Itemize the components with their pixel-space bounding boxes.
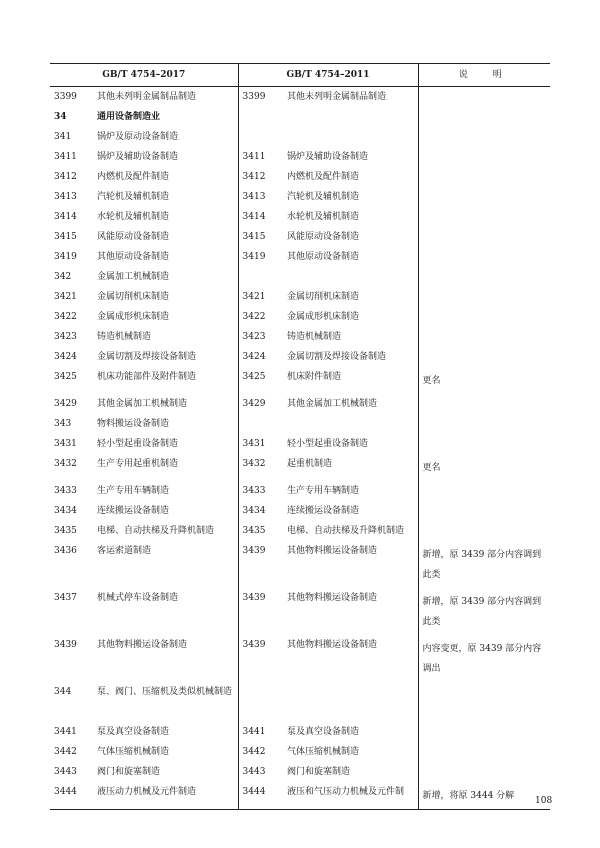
new-name-cell: 金属成形机床制造 bbox=[93, 307, 238, 327]
old-name-cell: 其他原动设备制造 bbox=[283, 247, 418, 267]
table-row bbox=[50, 207, 550, 227]
new-code-cell: 3419 bbox=[54, 252, 77, 262]
old-code-cell: 3441 bbox=[242, 727, 266, 737]
new-name-cell: 其他未列明金属制品制造 bbox=[93, 87, 238, 108]
new-code-cell: 3413 bbox=[54, 192, 77, 202]
header-new-standard: GB/T 4754–2017 bbox=[50, 64, 238, 87]
table-row bbox=[50, 287, 550, 307]
table-row bbox=[50, 167, 550, 187]
note-cell bbox=[418, 287, 550, 307]
table-row bbox=[50, 635, 550, 682]
note-cell: 新增，原 3439 部分内容调到此类 bbox=[422, 597, 542, 627]
new-name-cell: 轻小型起重设备制造 bbox=[93, 434, 238, 454]
old-code-cell: 3442 bbox=[242, 747, 266, 757]
note-cell bbox=[418, 722, 550, 742]
note-cell bbox=[418, 227, 550, 247]
old-code-cell: 3433 bbox=[242, 486, 266, 496]
table-row bbox=[50, 127, 550, 147]
old-code-cell: 3435 bbox=[242, 526, 266, 536]
new-code-cell: 3423 bbox=[54, 332, 77, 342]
old-name-cell: 汽轮机及辅机制造 bbox=[283, 187, 418, 207]
note-cell bbox=[418, 742, 550, 762]
new-name-cell: 连续搬运设备制造 bbox=[93, 501, 238, 521]
old-name-cell bbox=[283, 414, 418, 434]
old-code-cell: 3431 bbox=[242, 439, 266, 449]
note-cell bbox=[418, 434, 550, 454]
table-row bbox=[50, 394, 550, 414]
note-cell bbox=[418, 147, 550, 167]
old-code-cell: 3439 bbox=[242, 546, 266, 556]
old-code-cell: 3419 bbox=[242, 252, 266, 262]
table-row bbox=[50, 327, 550, 347]
new-code-cell: 3424 bbox=[54, 352, 77, 362]
note-cell bbox=[418, 107, 550, 127]
new-name-cell: 泵、阀门、压缩机及类似机械制造 bbox=[93, 682, 238, 722]
new-code-cell: 3429 bbox=[54, 399, 77, 409]
new-code-cell: 344 bbox=[54, 687, 72, 697]
new-name-cell: 金属切削机床制造 bbox=[93, 287, 238, 307]
old-code-cell: 3424 bbox=[242, 352, 266, 362]
note-cell bbox=[418, 267, 550, 287]
old-name-cell bbox=[283, 267, 418, 287]
new-code-cell: 3421 bbox=[54, 292, 77, 302]
table-row bbox=[50, 742, 550, 762]
old-code-cell: 3399 bbox=[242, 92, 266, 102]
table-row bbox=[50, 187, 550, 207]
old-name-cell bbox=[283, 127, 418, 147]
old-name-cell bbox=[283, 682, 418, 722]
note-cell bbox=[418, 187, 550, 207]
new-name-cell: 电梯、自动扶梯及升降机制造 bbox=[93, 521, 238, 541]
table-row bbox=[50, 87, 550, 108]
new-name-cell: 液压动力机械及元件制造 bbox=[93, 782, 238, 810]
new-code-cell: 34 bbox=[54, 112, 67, 122]
new-code-cell: 3415 bbox=[54, 232, 77, 242]
new-name-cell: 泵及真空设备制造 bbox=[93, 722, 238, 742]
new-code-cell: 3431 bbox=[54, 439, 77, 449]
old-code-cell bbox=[238, 267, 283, 287]
new-name-cell: 铸造机械制造 bbox=[93, 327, 238, 347]
new-code-cell: 3434 bbox=[54, 506, 77, 516]
old-code-cell: 3443 bbox=[242, 767, 266, 777]
old-name-cell: 金属成形机床制造 bbox=[283, 307, 418, 327]
old-code-cell: 3434 bbox=[242, 506, 266, 516]
old-name-cell: 生产专用车辆制造 bbox=[283, 481, 418, 501]
table-row bbox=[50, 782, 550, 810]
note-cell bbox=[418, 394, 550, 414]
table-row bbox=[50, 267, 550, 287]
new-code-cell: 342 bbox=[54, 272, 72, 282]
new-code-cell: 3414 bbox=[54, 212, 77, 222]
old-name-cell: 其他物料搬运设备制造 bbox=[283, 635, 418, 682]
new-name-cell: 锅炉及辅助设备制造 bbox=[93, 147, 238, 167]
new-name-cell: 其他物料搬运设备制造 bbox=[93, 635, 238, 682]
old-name-cell: 风能原动设备制造 bbox=[283, 227, 418, 247]
table-row bbox=[50, 541, 550, 588]
old-code-cell: 3439 bbox=[242, 640, 266, 650]
old-code-cell: 3412 bbox=[242, 172, 266, 182]
new-code-cell: 3436 bbox=[54, 546, 77, 556]
old-name-cell bbox=[283, 107, 418, 127]
note-cell bbox=[418, 347, 550, 367]
new-name-cell: 风能原动设备制造 bbox=[93, 227, 238, 247]
old-name-cell: 内燃机及配件制造 bbox=[283, 167, 418, 187]
new-name-cell: 其他原动设备制造 bbox=[93, 247, 238, 267]
old-name-cell: 其他物料搬运设备制造 bbox=[283, 541, 418, 588]
old-code-cell bbox=[238, 127, 283, 147]
new-code-cell: 3443 bbox=[54, 767, 77, 777]
old-name-cell: 起重机制造 bbox=[283, 454, 418, 481]
old-name-cell: 液压和气压动力机械及元件制 bbox=[283, 782, 418, 810]
old-name-cell: 金属切削机床制造 bbox=[283, 287, 418, 307]
note-cell: 更名 bbox=[422, 376, 441, 386]
new-name-cell: 机械式停车设备制造 bbox=[93, 588, 238, 635]
table-row bbox=[50, 307, 550, 327]
table-row bbox=[50, 722, 550, 742]
table-row bbox=[50, 682, 550, 722]
note-cell: 新增，原 3439 部分内容调到此类 bbox=[422, 550, 542, 580]
header-old-standard: GB/T 4754–2011 bbox=[238, 64, 418, 87]
new-code-cell: 343 bbox=[54, 419, 72, 429]
table-header-row bbox=[50, 64, 550, 87]
classification-table bbox=[50, 63, 553, 810]
new-code-cell: 3399 bbox=[54, 92, 77, 102]
table-row bbox=[50, 481, 550, 501]
new-name-cell: 阀门和旋塞制造 bbox=[93, 762, 238, 782]
new-code-cell: 3432 bbox=[54, 459, 77, 469]
table-row bbox=[50, 501, 550, 521]
new-code-cell: 3442 bbox=[54, 747, 77, 757]
old-name-cell: 水轮机及辅机制造 bbox=[283, 207, 418, 227]
new-name-cell: 金属切割及焊接设备制造 bbox=[93, 347, 238, 367]
old-name-cell: 铸造机械制造 bbox=[283, 327, 418, 347]
new-code-cell: 3437 bbox=[54, 593, 77, 603]
new-code-cell: 3425 bbox=[54, 372, 77, 382]
note-cell bbox=[418, 87, 550, 108]
old-code-cell: 3439 bbox=[242, 593, 266, 603]
table-row bbox=[50, 367, 550, 394]
note-cell bbox=[418, 167, 550, 187]
note-cell: 更名 bbox=[422, 463, 441, 473]
new-name-cell: 生产专用车辆制造 bbox=[93, 481, 238, 501]
new-name-cell: 机床功能部件及附件制造 bbox=[93, 367, 238, 394]
old-name-cell: 电梯、自动扶梯及升降机制造 bbox=[283, 521, 418, 541]
old-name-cell: 金属切割及焊接设备制造 bbox=[283, 347, 418, 367]
new-name-cell: 其他金属加工机械制造 bbox=[93, 394, 238, 414]
old-name-cell: 机床附件制造 bbox=[283, 367, 418, 394]
old-code-cell: 3415 bbox=[242, 232, 266, 242]
note-cell bbox=[418, 307, 550, 327]
note-cell: 新增，将原 3444 分解 bbox=[418, 782, 550, 810]
old-code-cell bbox=[238, 107, 283, 127]
new-code-cell: 3411 bbox=[54, 152, 77, 162]
note-cell bbox=[418, 762, 550, 782]
old-code-cell: 3423 bbox=[242, 332, 266, 342]
new-name-cell: 客运索道制造 bbox=[93, 541, 238, 588]
old-name-cell: 连续搬运设备制造 bbox=[283, 501, 418, 521]
old-code-cell: 3413 bbox=[242, 192, 266, 202]
new-code-cell: 341 bbox=[54, 132, 72, 142]
note-cell bbox=[418, 327, 550, 347]
table-row bbox=[50, 247, 550, 267]
new-name-cell: 内燃机及配件制造 bbox=[93, 167, 238, 187]
old-name-cell: 气体压缩机械制造 bbox=[283, 742, 418, 762]
table-row bbox=[50, 588, 550, 635]
note-cell bbox=[418, 414, 550, 434]
old-name-cell: 阀门和旋塞制造 bbox=[283, 762, 418, 782]
note-cell: 内容变更，原 3439 部分内容调出 bbox=[422, 644, 542, 674]
note-cell bbox=[418, 682, 550, 722]
table-row bbox=[50, 414, 550, 434]
note-cell bbox=[418, 521, 550, 541]
old-code-cell: 3414 bbox=[242, 212, 266, 222]
table-row bbox=[50, 434, 550, 454]
new-name-cell: 物料搬运设备制造 bbox=[93, 414, 238, 434]
old-code-cell: 3411 bbox=[242, 152, 266, 162]
old-code-cell: 3421 bbox=[242, 292, 266, 302]
header-note: 说 明 bbox=[418, 64, 550, 87]
table-row bbox=[50, 227, 550, 247]
page-number: 108 bbox=[535, 796, 553, 806]
note-cell bbox=[418, 127, 550, 147]
old-code-cell: 3429 bbox=[242, 399, 266, 409]
new-code-cell: 3422 bbox=[54, 312, 77, 322]
note-cell bbox=[418, 207, 550, 227]
old-code-cell: 3425 bbox=[242, 372, 266, 382]
table-row bbox=[50, 347, 550, 367]
note-cell bbox=[418, 501, 550, 521]
new-name-cell: 生产专用起重机制造 bbox=[93, 454, 238, 481]
table-row bbox=[50, 521, 550, 541]
old-code-cell: 3432 bbox=[242, 459, 266, 469]
old-name-cell: 轻小型起重设备制造 bbox=[283, 434, 418, 454]
old-name-cell: 其他金属加工机械制造 bbox=[283, 394, 418, 414]
new-name-cell: 水轮机及辅机制造 bbox=[93, 207, 238, 227]
old-code-cell: 3422 bbox=[242, 312, 266, 322]
note-cell bbox=[418, 247, 550, 267]
new-code-cell: 3441 bbox=[54, 727, 77, 737]
new-name-cell: 金属加工机械制造 bbox=[93, 267, 238, 287]
old-name-cell: 其他物料搬运设备制造 bbox=[283, 588, 418, 635]
old-code-cell bbox=[238, 414, 283, 434]
new-code-cell: 3412 bbox=[54, 172, 77, 182]
old-name-cell: 其他未列明金属制品制造 bbox=[283, 87, 418, 108]
old-name-cell: 锅炉及辅助设备制造 bbox=[283, 147, 418, 167]
new-name-cell: 锅炉及原动设备制造 bbox=[93, 127, 238, 147]
old-code-cell: 3444 bbox=[238, 782, 283, 810]
new-name-cell: 汽轮机及辅机制造 bbox=[93, 187, 238, 207]
old-name-cell: 泵及真空设备制造 bbox=[283, 722, 418, 742]
new-code-cell: 3433 bbox=[54, 486, 77, 496]
table-row bbox=[50, 762, 550, 782]
new-name-cell: 气体压缩机械制造 bbox=[93, 742, 238, 762]
note-cell bbox=[418, 481, 550, 501]
old-code-cell bbox=[238, 682, 283, 722]
new-code-cell: 3435 bbox=[54, 526, 77, 536]
table-row bbox=[50, 107, 550, 127]
new-code-cell: 3439 bbox=[54, 640, 77, 650]
table-row bbox=[50, 454, 550, 481]
table-row bbox=[50, 147, 550, 167]
new-name-cell: 通用设备制造业 bbox=[93, 107, 238, 127]
new-code-cell: 3444 bbox=[50, 782, 93, 810]
